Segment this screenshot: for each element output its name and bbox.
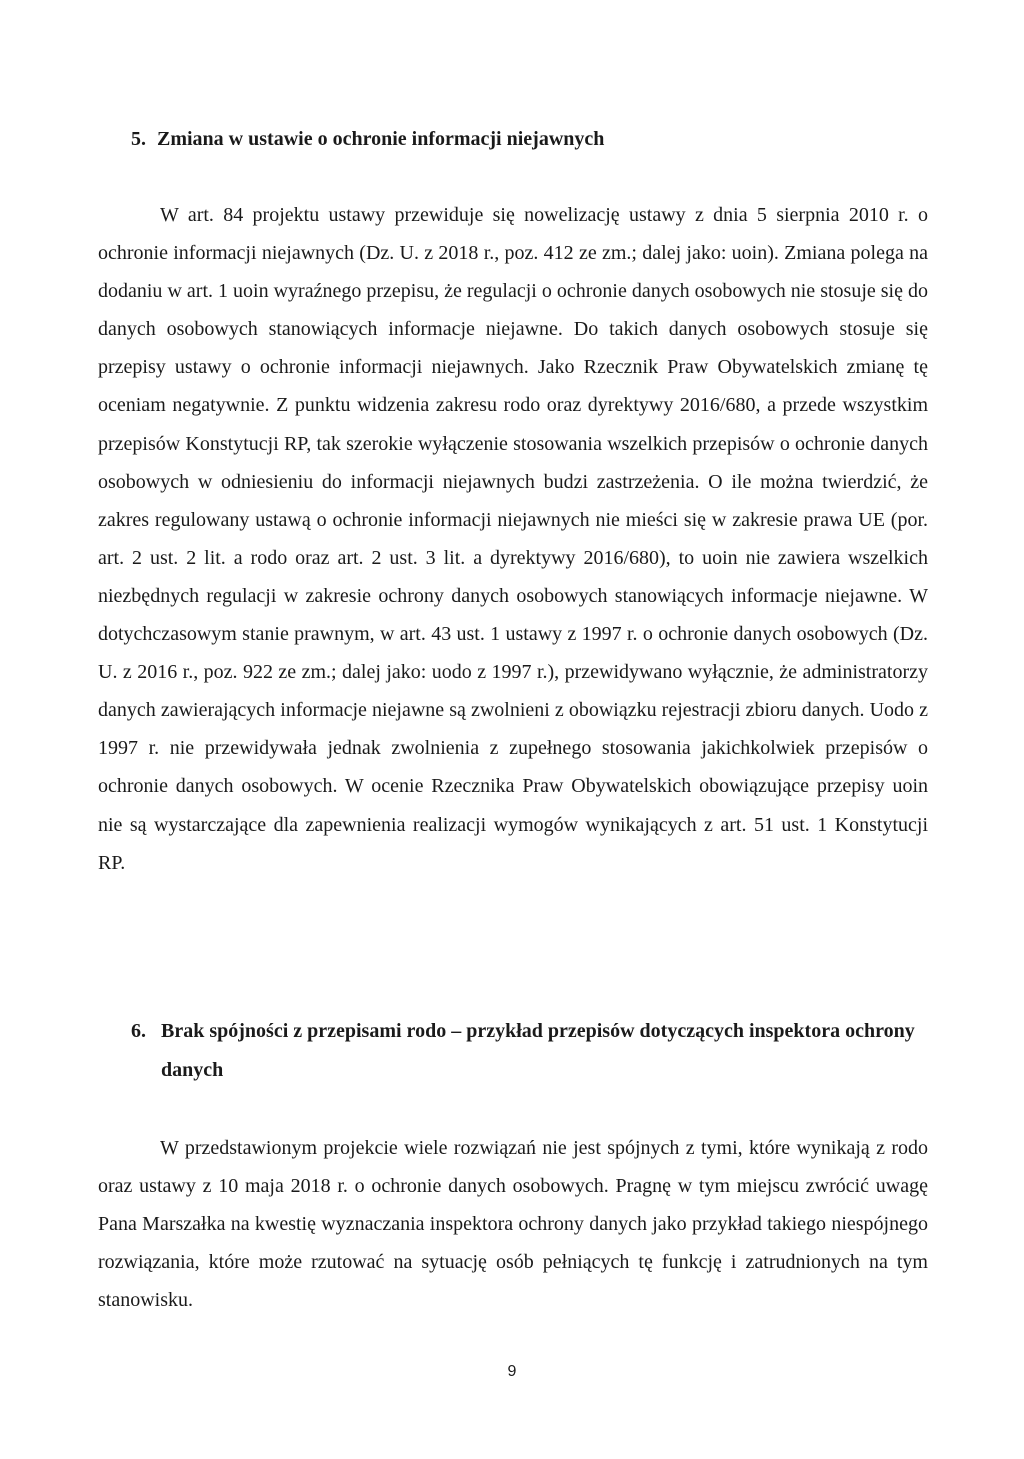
section-number: 6. bbox=[131, 1020, 146, 1042]
section-paragraph-6: W przedstawionym projekcie wiele rozwiązań nie jest spójnych z tymi, które wynikają z rodo oraz ustawy z 10 maja 2018 r. o ochronie danych osobowych. Pragnę w tym miejscu zwrócić uwagę Pana Marszałka na kwestię wyznaczania inspektora ochrony danych jako przykład takiego niespójnego rozwiązania, które może rzutować na sytuację osób pełniących tę funkcję i zatrudnionych na tym stanowisku. bbox=[98, 1137, 928, 1312]
page-number: 9 bbox=[507, 1363, 517, 1380]
section-title: Brak spójności z przepisami rodo – przykład przepisów dotyczących inspektora ochrony danych bbox=[161, 1020, 915, 1081]
section-title: Zmiana w ustawie o ochronie informacji niejawnych bbox=[157, 128, 605, 150]
section-number: 5. bbox=[131, 128, 146, 150]
section-heading-6 bbox=[131, 1012, 961, 1090]
section-paragraph-5: W art. 84 projektu ustawy przewiduje się nowelizację ustawy z dnia 5 sierpnia 2010 r. o ochronie informacji niejawnych (Dz. U. z 2018 r., poz. 412 ze zm.; dalej jako: uoin). Zmiana polega na dodaniu w art. 1 uoin wyraźnego przepisu, że regulacji o ochronie danych osobowych nie stosuje się do danych osobowych stanowiących informacje niejawne. Do takich danych osobowych stosuje się przepisy ustawy o ochronie informacji niejawnych. Jako Rzecznik Praw Obywatelskich zmianę tę oceniam negatywnie. Z punktu widzenia zakresu rodo oraz dyrektywy 2016/680, a przede wszystkim przepisów Konstytucji RP, tak szerokie wyłączenie stosowania wszelkich przepisów o ochronie danych osobowych w odniesieniu do informacji niejawnych budzi zastrzeżenia. O ile można twierdzić, że zakres regulowany ustawą o ochronie informacji niejawnych nie mieści się w zakresie prawa UE (por. art. 2 ust. 2 lit. a rodo oraz art. 2 ust. 3 lit. a dyrektywy 2016/680), to uoin nie zawiera wszelkich niezbędnych regulacji w zakresie ochrony danych osobowych stanowiących informacje niejawne. W dotychczasowym stanie prawnym, w art. 43 ust. 1 ustawy z 1997 r. o ochronie danych osobowych (Dz. U. z 2016 r., poz. 922 ze zm.; dalej jako: uodo z 1997 r.), przewidywano wyłącznie, że administratorzy danych zawierających informacje niejawne są zwolnieni z obowiązku rejestracji zbioru danych. Uodo z 1997 r. nie przewidywała jednak zwolnienia z zupełnego stosowania jakichkolwiek przepisów o ochronie danych osobowych. W ocenie Rzecznika Praw Obywatelskich obowiązujące przepisy uoin nie są wystarczające dla zapewnienia realizacji wymogów wynikających z art. 51 ust. 1 Konstytucji RP. bbox=[98, 204, 928, 874]
section-heading-5 bbox=[131, 120, 961, 159]
